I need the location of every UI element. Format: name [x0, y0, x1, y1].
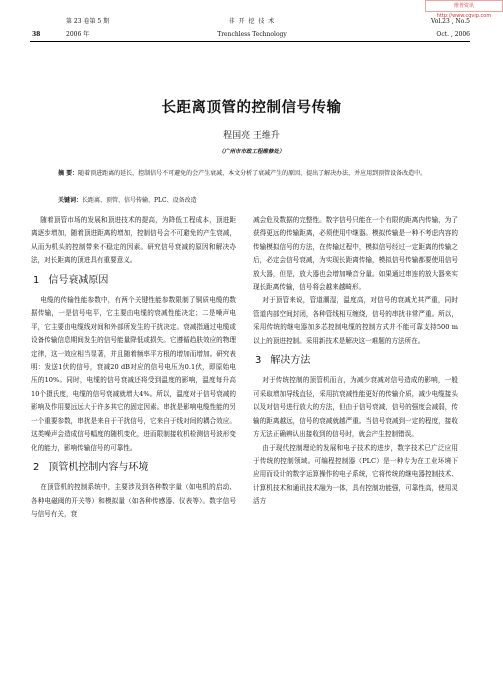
section-1-title: 信号衰减原因	[48, 274, 109, 286]
header-date-en: Oct. , 2006	[436, 31, 470, 38]
section-1-number: 1	[33, 274, 40, 286]
header-rule	[30, 41, 470, 42]
header-journal-en: Trenchless Technology	[217, 31, 287, 38]
page-number: 38	[32, 31, 41, 38]
section-3-heading	[255, 354, 458, 367]
right-paragraph-b: 对于顶管来说，管道潮湿，温度高，对信号的衰减尤其严重，同时管道内部空间封闭，各种管线相互缠绕，信号的串扰非常严重。所以，采用传统的继电器加多芯控制电缆的控制方式并不能可靠支持500 m以上的顶进控制。采用新技术是解决这一难题的方法所在。	[253, 296, 458, 345]
right-paragraph-a: 减会危及数据的完整性。数字信号只能在一个有限的距离内传输，为了获得更远的传输距离，必须使用中继器。模拟传输是一种不考虑内容的传输模拟信号的方法，在传输过程中，模拟信号经过一定距离的传输之后，必定会信号衰减，为实现长距离传输，模拟信号传输都要使用信号放大器，但是，放大器也会增加噪音分量。如果通过串连的放大器来实现长距离传输，信号将会越来越畸形。	[253, 216, 458, 292]
section-3-title: 解决方法	[270, 355, 311, 367]
article-affiliation: （广州市市政工程维修处）	[218, 149, 285, 155]
article-title: 长距离顶管的控制信号传输	[161, 100, 342, 116]
left-column	[31, 214, 236, 522]
header-year-cn: 2006 年	[66, 31, 90, 38]
keywords-text: 长距离、顶管、信号传输、PLC、设备改造	[82, 197, 197, 204]
right-paragraph-d: 由于现代控制理论的发展和电子技术的进步，数字技术已广泛应用于传统的控制领域。可编程控制器（PLC）是一种专为在工业环境下应用而设计的数字运算操作的电子系统，它将传统的继电器控制技术、计算机技术和通讯技术融为一体，具有控制功能强，可靠性高，使用灵活方	[253, 443, 458, 506]
abstract-text: 随着顶进距离的延长，控制信号不可避免的会产生衰减，本文分析了衰减产生的原因，提出了解决办法，并应用到顶管设备改造中。	[78, 170, 427, 177]
abstract	[58, 168, 446, 179]
article-authors: 程国亮 王维升	[223, 131, 280, 141]
header-volume-issue-cn: 第 23 卷第 5 期	[66, 18, 110, 25]
abstract-label: 摘 要：	[58, 170, 79, 177]
keywords-label: 关键词：	[58, 197, 83, 204]
section-2-paragraph: 在顶管机的控制系统中，主要涉及到各种数字量（如电机的启动、各种电磁阀的开关等）和模拟量（如各种传感器、仪表等）。数字信号与信号有关，衰	[31, 483, 236, 519]
right-column	[253, 214, 458, 509]
section-2-heading	[33, 461, 236, 474]
watermark-stamp: 维普资讯 http://www.cqvip.com	[425, 0, 503, 12]
keywords	[58, 195, 446, 206]
section-1-paragraph: 电缆的传输性能参数中，有两个关键性能参数限制了铜质电缆的数据传输，一是信号电平，它主要由电缆的衰减性能决定；二是噪声电平，它主要由电缆线对间和外部所发生的干扰决定。衰减指通过电缆或设备传输信息期间发生的信号能量降低或损失。它遵循趋肤效应的物理定律，这一效应相当显著，并且随着频率平方根的增加而增加。研究表明：发送1伏的信号，衰减20 dB对应的信号电压为0.1伏，即原始电压的10%。同时，电缆的信号衰减还将受到温度的影响，温度每升高10个摄氏度，电缆的信号衰减就增大4%。所以，温度对于信号衰减的影响及作用要远远大于许多其它的固定因素。串扰是影响电缆性能的另一个重要参数，串扰是来自于干扰信号，它来自于线对间的耦合效应。这类噪声会造成信号幅度的随机变化，进而限制接收机检测信号波形变化的能力，影响传输信号的可靠性。	[31, 296, 236, 452]
header-journal-cn: 非 开 挖 技 术	[228, 18, 276, 25]
header-volume-issue-en: Vol.23 , No.5	[430, 18, 470, 25]
right-paragraph-c: 对于传统控制的顶管机而言，为减少衰减对信号造成的影响，一般可采取增加导线直径，采用抗衰减性能更好的传输介质，减少电缆接头以及对信号进行放大的方法，但由于信号衰减，信号的强度会减弱，传输的距离越远，信号的衰减就越严重。当信号衰减到一定的程度，接收方无法正确辨认出接收到的信号时，就会产生控制错误。	[253, 376, 458, 439]
section-2-number: 2	[33, 461, 40, 473]
intro-paragraph: 随着顶管市场的发展和顶进技术的提高，为降低工程成本，顶进距离逐步增加，随着顶进距离的增加，控制信号会不可避免的产生衰减，从而为机头的控制带来不稳定的因素。研究信号衰减的原因和解决办法，对长距离的顶进具有重要意义。	[31, 216, 236, 265]
section-2-title: 顶管机控制内容与环境	[48, 461, 149, 473]
section-1-heading	[33, 274, 236, 287]
section-3-number: 3	[255, 355, 262, 367]
